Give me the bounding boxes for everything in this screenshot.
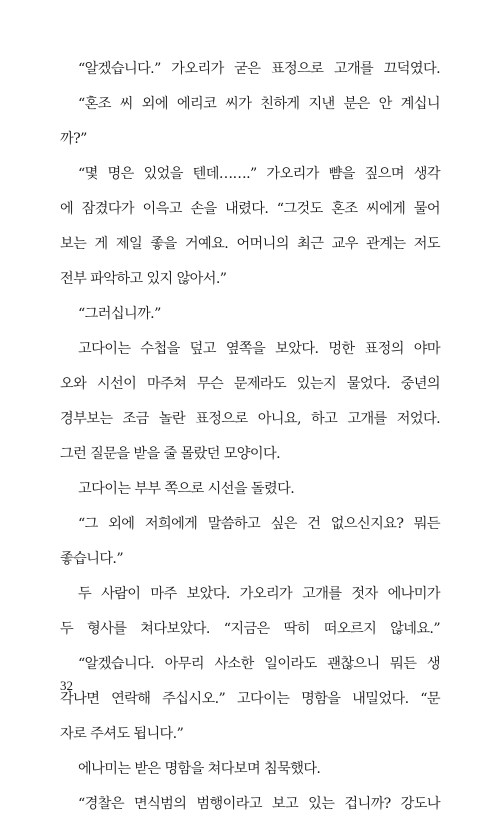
text-line: 전부 파악하고 있지 않아서.”	[60, 271, 227, 287]
text-line: “혼조 씨 외에 에리코 씨가 친하게 지낸 분은 안 계십니	[78, 96, 440, 112]
page-number: 32	[60, 678, 73, 693]
text-line: 보는 게 제일 좋을 거예요. 어머니의 최근 교우 관계는 저도	[60, 236, 440, 252]
text-line: 에 잠겼다가 이윽고 손을 내렸다. “그것도 혼조 씨에게 물어	[60, 201, 440, 217]
text-line: 고다이는 수첩을 덮고 옆쪽을 보았다. 멍한 표정의 야마	[78, 341, 440, 357]
text-line: “몇 명은 있었을 텐데…….” 가오리가 뺨을 짚으며 생각	[78, 166, 440, 182]
text-line: 오와 시선이 마주쳐 무슨 문제라도 있는지 물었다. 중년의	[60, 376, 440, 392]
text-line: 경부보는 조금 놀란 표정으로 아니요, 하고 고개를 저었다.	[60, 411, 440, 427]
text-line: 자로 주셔도 됩니다.”	[60, 726, 184, 742]
text-line: “그러십니까.”	[78, 306, 161, 322]
text-line: 까?”	[60, 131, 87, 147]
text-line: 두 형사를 쳐다보았다. “지금은 딱히 떠오르지 않네요.”	[60, 621, 440, 637]
text-line: 좋습니다.”	[60, 551, 123, 567]
text-line: 고다이는 부부 쪽으로 시선을 돌렸다.	[78, 481, 295, 497]
text-line: “경찰은 면식범의 범행이라고 보고 있는 겁니까? 강도나	[78, 796, 440, 812]
text-line: “알겠습니다. 아무리 사소한 일이라도 괜찮으니 뭐든 생	[78, 656, 440, 672]
text-line: 그런 질문을 받을 줄 몰랐던 모양이다.	[60, 446, 281, 462]
text-line: 두 사람이 마주 보았다. 가오리가 고개를 젓자 에나미가	[78, 586, 440, 602]
text-line: “그 외에 저희에게 말씀하고 싶은 건 없으신지요? 뭐든	[78, 516, 440, 532]
page-body	[60, 52, 440, 822]
text-line: 각나면 연락해 주십시오.” 고다이는 명함을 내밀었다. “문	[60, 691, 440, 707]
text-line: 에나미는 받은 명함을 쳐다보며 침묵했다.	[78, 761, 321, 777]
text-line: “알겠습니다.” 가오리가 굳은 표정으로 고개를 끄덕였다.	[78, 61, 440, 77]
